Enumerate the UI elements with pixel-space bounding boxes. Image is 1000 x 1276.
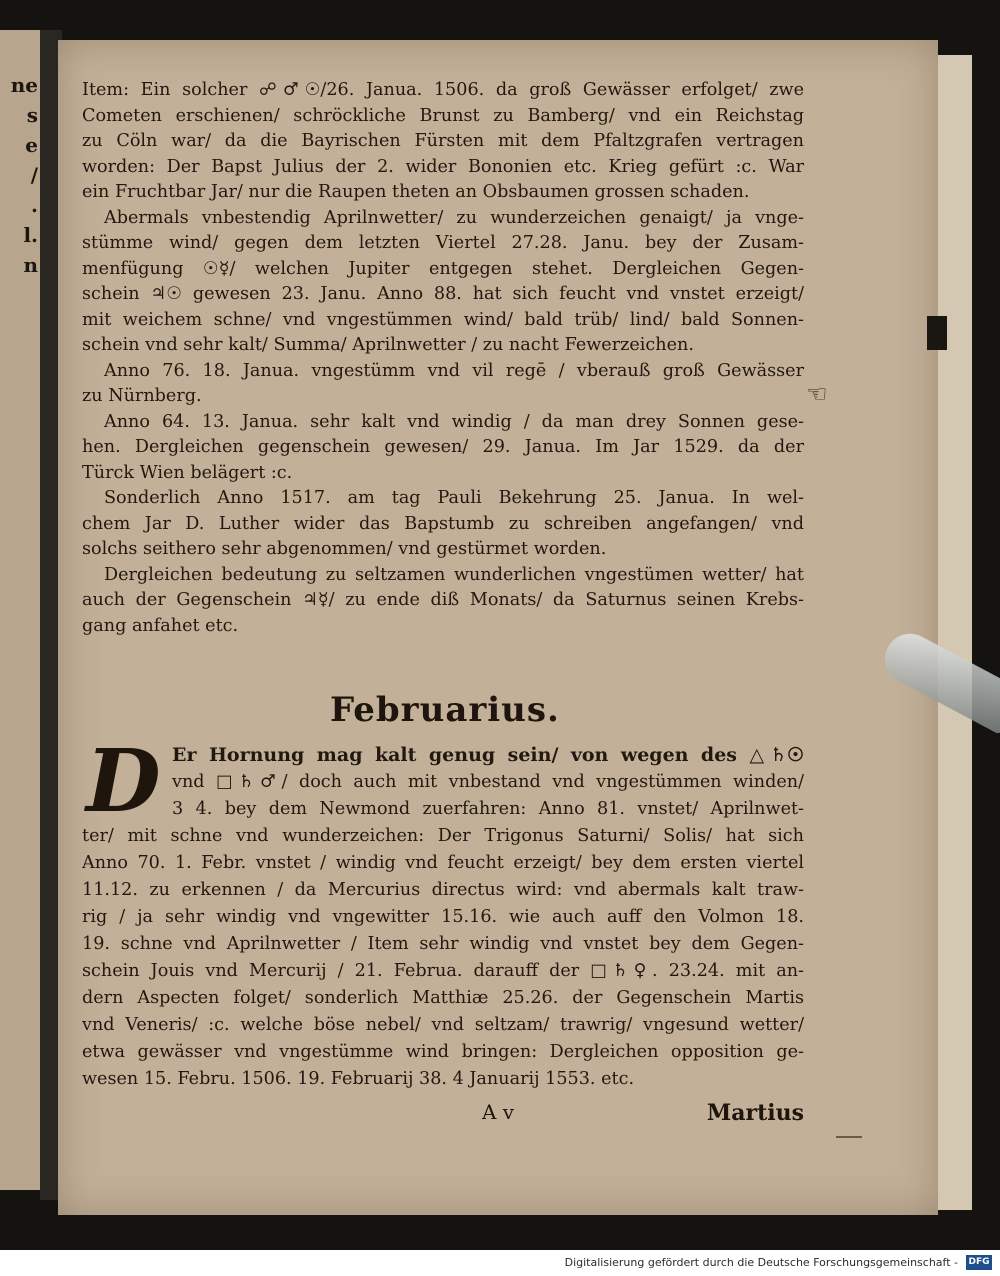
text-line: Türck Wien belägert :c. xyxy=(82,462,293,483)
credit-bar xyxy=(0,1250,1000,1276)
text-line: Anno 70. 1. Febr. vnstet / windig vnd feucht erzeigt/ bey dem ersten viertel xyxy=(82,853,804,873)
text-line: Sonderlich Anno 1517. am tag Pauli Bekehrung 25. Janua. In wel- xyxy=(104,488,804,508)
text-line: wesen 15. Febru. 1506. 19. Februarij 38. 4 Januarij 1553. etc. xyxy=(82,1069,635,1089)
text-line: menfügung ☉☿/ welchen Jupiter entgegen stehet. Dergleichen Gegen- xyxy=(82,258,804,279)
previous-page-fragment: n xyxy=(23,253,38,277)
text-line: Item: Ein solcher ☍♂☉/26. Janua. 1506. da groß Gewässer erfolget/ zwe xyxy=(82,80,804,100)
text-line: ein Fruchtbar Jar/ nur die Raupen theten an Obsbaumen grossen schaden. xyxy=(82,182,750,202)
text-line: chem Jar D. Luther wider das Bapstumb zu schreiben angefangen/ vnd xyxy=(82,513,804,534)
page-footer xyxy=(82,1100,804,1130)
text-line: hen. Dergleichen gegenschein gewesen/ 29. Janua. Im Jar 1529. da der xyxy=(82,437,804,457)
text-line: ter/ mit schne vnd wunderzeichen: Der Trigonus Saturni/ Solis/ hat sich xyxy=(82,826,804,846)
text-line: Anno 76. 18. Janua. vngestümm vnd vil regē / vberauß groß Gewässer xyxy=(104,360,804,381)
previous-page-edge xyxy=(0,30,43,1190)
text-line: auch der Gegenschein ♃☿/ zu ende diß Monats/ da Saturnus seinen Krebs- xyxy=(82,590,804,610)
text-line: vnd Veneris/ :c. welche böse nebel/ vnd seltzam/ trawrig/ vngesund wetter/ xyxy=(82,1015,804,1035)
text-line: 19. schne vnd Aprilnwetter / Item sehr windig vnd vnstet bey dem Gegen- xyxy=(82,934,804,954)
text-line: solchs seithero sehr abgenommen/ vnd gestürmet worden. xyxy=(82,539,607,559)
text-line: schein ♃☉ gewesen 23. Janu. Anno 88. hat sich feucht vnd vnstet erzeigt/ xyxy=(82,284,804,304)
text-line: schein vnd sehr kalt/ Summa/ Aprilnwetter / zu nacht Fewerzeichen. xyxy=(82,335,694,355)
text-line: etwa gewässer vnd vngestümme wind bringen: Dergleichen opposition ge- xyxy=(82,1042,804,1062)
text-line: Anno 64. 13. Janua. sehr kalt vnd windig / da man drey Sonnen gese- xyxy=(104,411,804,432)
previous-page-fragment: . xyxy=(31,193,38,217)
drop-cap: D xyxy=(86,731,161,832)
text-line: Er Hornung mag kalt genug sein/ von wegen des △♄☉ xyxy=(172,744,804,766)
text-line: Dergleichen bedeutung zu seltzamen wunderlichen vngestümen wetter/ hat xyxy=(104,564,804,585)
page-tab-marker xyxy=(927,316,947,350)
body-text xyxy=(82,78,804,639)
text-line: stümme wind/ gegen dem letzten Viertel 27.28. Janu. bey der Zusam- xyxy=(82,233,804,253)
previous-page-fragment: / xyxy=(30,163,38,187)
text-line: zu Nürnberg. xyxy=(82,386,202,406)
february-text xyxy=(82,731,804,1093)
section-heading: Februarius. xyxy=(330,690,560,730)
text-line: schein Jouis vnd Mercurij / 21. Februa. darauff der □♄♀. 23.24. mit an- xyxy=(82,961,804,981)
text-line: Abermals vnbestendig Aprilnwetter/ zu wunderzeichen genaigt/ ja vnge- xyxy=(104,207,804,228)
text-line: 3 4. bey dem Newmond zuerfahren: Anno 81. vnstet/ Aprilnwet- xyxy=(172,799,804,819)
text-line: dern Aspecten folget/ sonderlich Matthiæ 25.26. der Gegenschein Martis xyxy=(82,988,804,1008)
text-line: zu Cöln war/ da die Bayrischen Fürsten mit dem Pfaltzgrafen vertragen xyxy=(82,131,804,151)
funding-credit: Digitalisierung gefördert durch die Deutsche Forschungsgemeinschaft - xyxy=(564,1256,958,1269)
text-line: mit weichem schne/ vnd vngestümmen wind/ bald trüb/ lind/ bald Sonnen- xyxy=(82,309,804,330)
catchword: Martius xyxy=(706,1100,804,1126)
text-line: 11.12. zu erkennen / da Mercurius directus wird: vnd abermals kalt traw- xyxy=(82,880,804,900)
ink-dash xyxy=(836,1136,862,1138)
previous-page-fragment: s xyxy=(26,103,38,127)
text-line: vnd □♄♂/ doch auch mit vnbestand vnd vngestümmen winden/ xyxy=(172,772,804,792)
previous-page-text xyxy=(2,70,38,280)
previous-page-fragment: e xyxy=(25,133,38,157)
text-line: gang anfahet etc. xyxy=(82,615,239,636)
text-line: rig / ja sehr windig vnd vngewitter 15.16. wie auch auff den Volmon 18. xyxy=(82,907,804,927)
text-line: Cometen erschienen/ schröckliche Brunst zu Bamberg/ vnd ein Reichstag xyxy=(82,105,804,126)
previous-page-fragment: ne xyxy=(10,73,38,97)
previous-page-fragment: l. xyxy=(23,223,38,247)
signature-mark: A v xyxy=(482,1100,515,1124)
dfg-logo[interactable]: DFG xyxy=(966,1255,992,1270)
pointing-hand-icon: ☜ xyxy=(806,380,828,408)
text-line: worden: Der Bapst Julius der 2. wider Bononien etc. Krieg gefürt :c. War xyxy=(82,156,804,177)
